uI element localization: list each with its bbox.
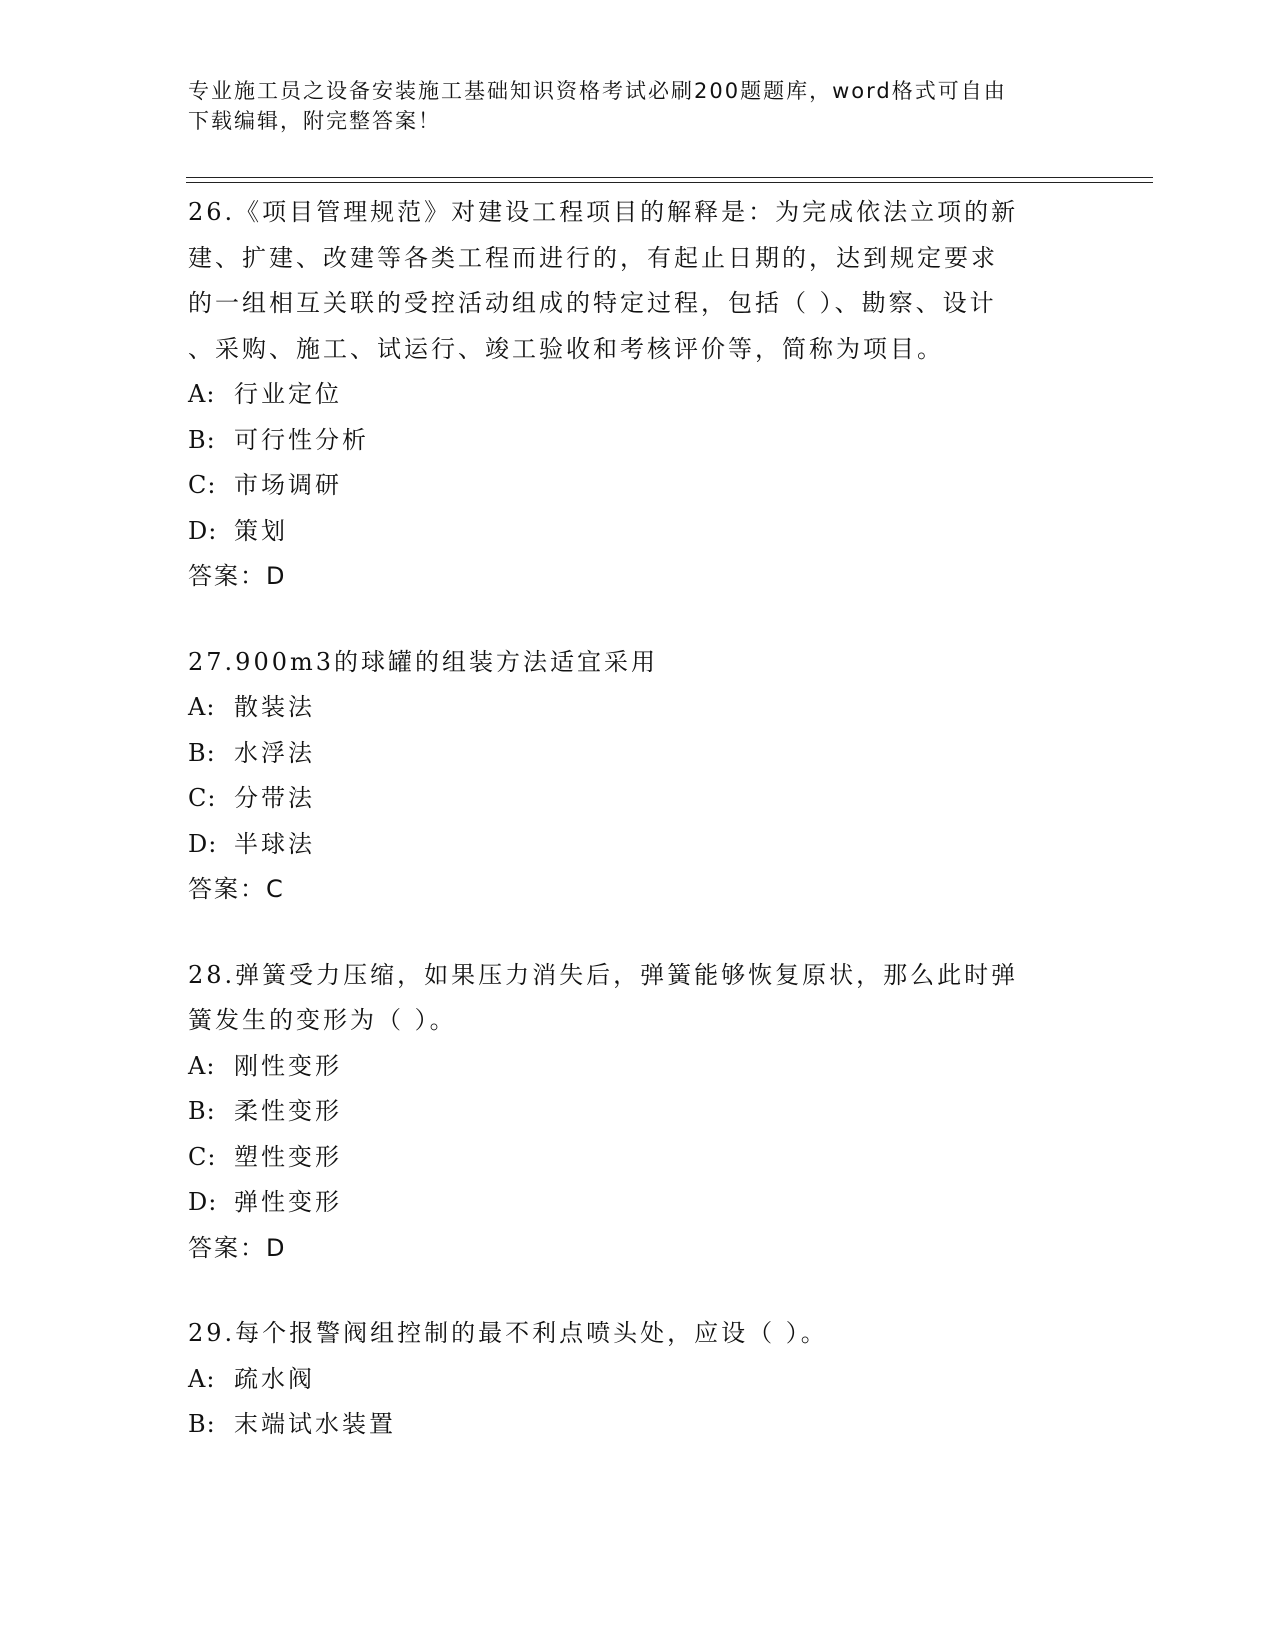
question-line: 、采购、施工、试运行、竣工验收和考核评价等，简称为项目。 [188, 334, 944, 363]
answer-line: 答案：C [188, 875, 285, 903]
option-d [188, 822, 1088, 868]
question-line: 建、扩建、改建等各类工程而进行的，有起止日期的，达到规定要求 [188, 243, 998, 272]
option-letter: B: [188, 738, 216, 767]
option-letter: D: [188, 516, 218, 545]
option-letter: A: [188, 1051, 216, 1080]
option-letter: A: [188, 1364, 216, 1393]
option-a [188, 1044, 1088, 1090]
option-letter: B: [188, 425, 216, 454]
header-line-1: 专业施工员之设备安装施工基础知识资格考试必刷200题题库，word格式可自由 [188, 79, 1007, 103]
option-c [188, 776, 1088, 822]
option-b [188, 731, 1088, 777]
option-letter: D: [188, 829, 218, 858]
option-text: 可行性分析 [234, 425, 369, 454]
option-b [188, 1089, 1088, 1135]
option-a [188, 1357, 1088, 1403]
question-line: 27.900m3的球罐的组装方法适宜采用 [188, 647, 659, 676]
question-text [188, 953, 1088, 1044]
option-c [188, 1135, 1088, 1181]
option-d [188, 1180, 1088, 1226]
option-text: 策划 [234, 516, 288, 545]
header-divider-top [186, 177, 1153, 178]
option-text: 疏水阀 [234, 1364, 315, 1393]
question-line: 簧发生的变形为（ ）。 [188, 1006, 457, 1034]
question-line: 26.《项目管理规范》对建设工程项目的解释是：为完成依法立项的新 [188, 198, 1019, 226]
question-line: 28.弹簧受力压缩，如果压力消失后，弹簧能够恢复原状，那么此时弹 [188, 960, 1019, 989]
option-c [188, 463, 1088, 509]
option-letter: B: [188, 1097, 216, 1125]
option-text: 分带法 [234, 784, 315, 812]
question-list [188, 190, 1088, 1488]
option-letter: C: [188, 784, 217, 812]
answer-line: 答案：D [188, 562, 287, 590]
question-text [188, 640, 1088, 686]
option-text: 市场调研 [234, 471, 342, 499]
question-26 [188, 190, 1088, 600]
option-letter: C: [188, 471, 217, 499]
option-text: 末端试水装置 [234, 1410, 396, 1438]
question-text [188, 190, 1088, 372]
option-text: 散装法 [234, 693, 315, 721]
question-line: 29.每个报警阀组控制的最不利点喷头处，应设（ ）。 [188, 1319, 828, 1347]
question-28 [188, 953, 1088, 1272]
question-29 [188, 1311, 1088, 1448]
option-b [188, 418, 1088, 464]
option-text: 刚性变形 [234, 1051, 342, 1080]
question-text [188, 1311, 1088, 1357]
option-text: 半球法 [234, 829, 315, 858]
question-line: 的一组相互关联的受控活动组成的特定过程，包括（ ）、勘察、设计 [188, 289, 997, 317]
option-letter: C: [188, 1142, 217, 1171]
option-text: 柔性变形 [234, 1097, 342, 1125]
header-line-2: 下载编辑，附完整答案！ [188, 109, 441, 133]
option-a [188, 685, 1088, 731]
option-b [188, 1402, 1088, 1448]
document-header [188, 76, 1088, 136]
question-27 [188, 640, 1088, 913]
option-text: 水浮法 [234, 738, 315, 767]
option-letter: A: [188, 380, 216, 408]
option-letter: B: [188, 1410, 216, 1438]
header-divider-bottom [186, 182, 1153, 183]
option-text: 弹性变形 [234, 1188, 342, 1216]
option-d [188, 509, 1088, 555]
option-letter: A: [188, 693, 216, 721]
answer-line: 答案：D [188, 1233, 287, 1262]
option-text: 行业定位 [234, 380, 342, 408]
option-text: 塑性变形 [234, 1142, 342, 1171]
option-letter: D: [188, 1188, 218, 1216]
option-a [188, 372, 1088, 418]
